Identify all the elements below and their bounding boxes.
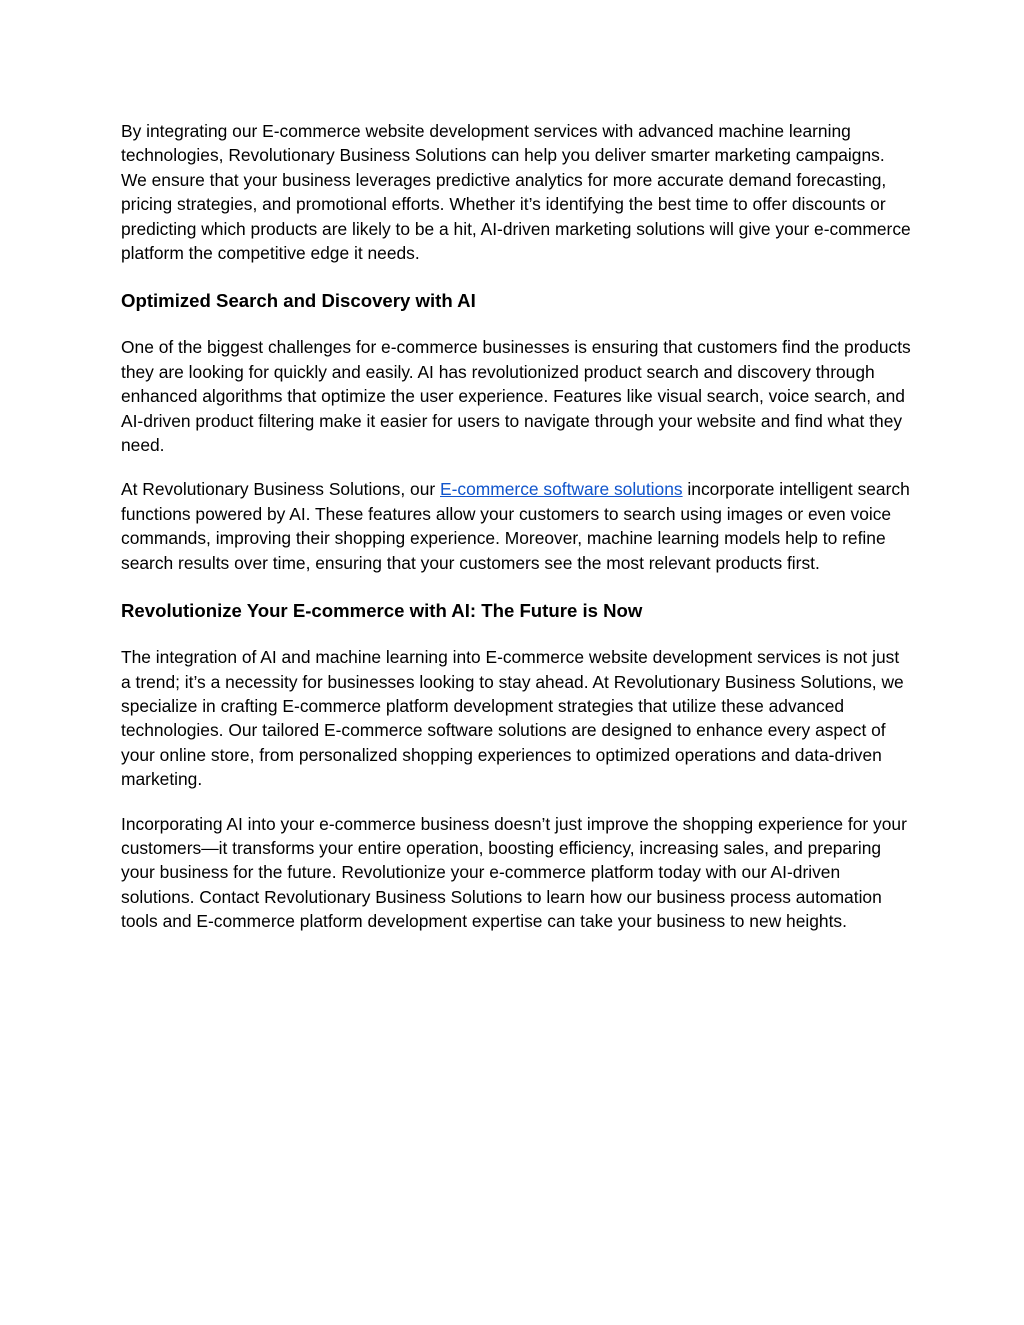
intro-paragraph: By integrating our E-commerce website development services with advanced machine learning technologies, Revolutionary Business Solutions can help you deliver smarter marketing campaigns. We ensure that your business leverages predictive analytics for more accurate demand forecasting, pricing strategies, and promotional efforts. Whether it’s identifying the best time to offer discounts or predicting which products are likely to be a hit, AI-driven marketing solutions will give your e-commerce platform the competitive edge it needs. xyxy=(121,121,911,264)
future-paragraph-2: Incorporating AI into your e-commerce business doesn’t just improve the shopping experience for your customers—it transforms your entire operation, boosting efficiency, increasing sales, and preparing your business for the future. Revolutionize your e-commerce platform today with our AI-driven solutions. Contact Revolutionary Business Solutions to learn how our business process automation tools and E-commerce platform development expertise can take your business to new heights. xyxy=(121,813,907,932)
future-section-heading: Revolutionize Your E-commerce with AI: The Future is Now xyxy=(121,600,643,622)
ecommerce-software-solutions-link[interactable]: E-commerce software solutions xyxy=(440,479,683,500)
future-paragraph-1: The integration of AI and machine learning into E-commerce website development services is not just a trend; it’s a necessity for businesses looking to stay ahead. At Revolutionary Business Solutions, we specialize in crafting E-commerce platform development strategies that utilize these advanced technologies. Our tailored E-commerce software solutions are designed to enhance every aspect of your online store, from personalized shopping experiences to optimized operations and data-driven marketing. xyxy=(121,647,904,790)
search-paragraph-1: One of the biggest challenges for e-commerce businesses is ensuring that customers find the products they are looking for quickly and easily. AI has revolutionized product search and discovery through enhanced algorithms that optimize the user experience. Features like visual search, voice search, and AI-driven product filtering make it easier for users to navigate through your website and find what they need. xyxy=(121,337,911,456)
document-page xyxy=(121,119,911,934)
search-section-heading: Optimized Search and Discovery with AI xyxy=(121,290,476,312)
search-paragraph-2-tail: incorporate intelligent search functions powered by AI. These features allow your customers to search using images or even voice commands, improving their shopping experience. Moreover, machine learning models help to refine search results over time, ensuring that your customers see the most relevant products first. xyxy=(121,479,910,573)
search-paragraph-2-lead: At Revolutionary Business Solutions, our xyxy=(121,479,440,500)
search-paragraph-2 xyxy=(121,477,911,575)
